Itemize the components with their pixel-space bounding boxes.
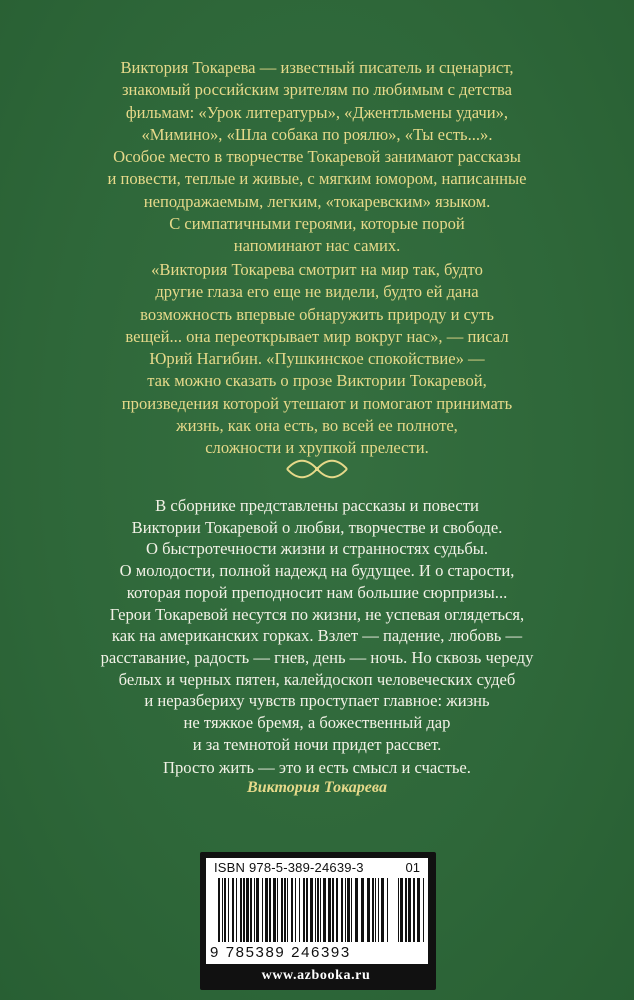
barcode-bar	[277, 878, 278, 942]
text-line: Виктории Токаревой о любви, творчестве и свободе.	[131, 517, 503, 537]
text-line: О молодости, полной надежд на будущее. И о старости,	[119, 561, 515, 581]
barcode-bar	[400, 878, 403, 942]
text-line: произведения которой утешают и помогают принимать	[121, 393, 513, 413]
barcode-bar	[381, 878, 384, 942]
text-line: и повести, теплые и живые, с мягким юмором, написанные	[107, 169, 527, 189]
barcode-bar	[299, 878, 300, 942]
barcode-bar	[423, 878, 424, 942]
text-line: другие глаза его еще не видели, будто ей дана	[155, 282, 479, 302]
barcode-bar	[315, 878, 316, 942]
text-line: не тяжкое бремя, а божественный дар	[183, 713, 451, 733]
barcode-bar	[306, 878, 308, 942]
text-line: Виктория Токарева — известный писатель и сценарист,	[120, 58, 514, 77]
barcode-bar	[378, 878, 379, 942]
barcode-bar	[367, 878, 370, 942]
barcode-bar	[317, 878, 319, 942]
barcode-bar	[328, 878, 331, 942]
barcode-bar	[405, 878, 407, 942]
author-signature: Виктория Токарева	[247, 779, 387, 796]
barcode-bar	[287, 878, 288, 942]
text-line: Особое место в творчестве Токаревой занимают рассказы	[113, 147, 521, 167]
barcode-bar	[224, 878, 226, 942]
barcode-addon-number: 01	[405, 860, 420, 875]
barcode-bar	[347, 878, 350, 942]
text-line: Просто жить — это и есть смысл и счастье.	[163, 758, 471, 777]
barcode-bar	[269, 878, 271, 942]
text-line: С симпатичными героями, которые порой	[169, 214, 465, 234]
text-line: «Мимино», «Шла собака по роялю», «Ты есть...».	[141, 124, 493, 144]
barcode-addon-bars	[398, 878, 424, 942]
barcode-bars	[218, 878, 388, 942]
text-line: фильмам: «Урок литературы», «Джентльмены удачи»,	[125, 102, 509, 122]
barcode-bar	[413, 878, 415, 942]
barcode-bar	[341, 878, 343, 942]
barcode-bar	[398, 878, 399, 942]
text-line: жизнь, как она есть, во всей ее полноте,	[176, 416, 458, 436]
barcode-panel	[200, 852, 436, 990]
barcode-bar	[375, 878, 376, 942]
barcode-bar	[281, 878, 283, 942]
barcode-digits: 9 785389 246393	[210, 944, 351, 961]
text-line: расставание, радость — гнев, день — ночь. Но сквозь череду	[100, 647, 534, 667]
barcode-bar	[408, 878, 411, 942]
text-line: и неразбериху чувств проступает главное: жизнь	[144, 691, 490, 711]
text-line: сложности и хрупкой прелести.	[205, 438, 429, 458]
text-line: знакомый российским зрителям по любимым с детства	[121, 80, 513, 100]
barcode-bar	[250, 878, 252, 942]
barcode-bar	[323, 878, 326, 942]
barcode-bar	[303, 878, 305, 942]
barcode-bar	[295, 878, 296, 942]
barcode-bar	[417, 878, 420, 942]
barcode-bar	[345, 878, 346, 942]
barcode-bar	[320, 878, 321, 942]
closing-line	[40, 757, 594, 779]
barcode-bar	[284, 878, 286, 942]
barcode-bar	[372, 878, 374, 942]
text-line: как на американских горках. Взлет — падение, любовь —	[111, 626, 523, 646]
barcode-bar	[246, 878, 249, 942]
text-line: вещей... она переоткрывает мир вокруг нас», — писал	[125, 326, 509, 346]
barcode-bar	[236, 878, 237, 942]
barcode-bar	[273, 878, 276, 942]
text-line: «Виктория Токарева смотрит на мир так, будто	[151, 260, 483, 279]
text-line: возможность впервые обнаружить природу и суть	[140, 304, 494, 324]
barcode-bar	[243, 878, 245, 942]
ornament-divider-icon	[281, 454, 353, 484]
text-line: В сборнике представлены рассказы и повести	[155, 496, 479, 515]
barcode-bar	[361, 878, 364, 942]
barcode-bar	[351, 878, 352, 942]
barcode-bar	[262, 878, 263, 942]
barcode-bar	[332, 878, 334, 942]
barcode-bar	[291, 878, 293, 942]
isbn-number: ISBN 978-5-389-24639-3	[214, 860, 364, 875]
barcode-bar	[387, 878, 388, 942]
text-line: которая порой преподносит нам большие сюрпризы...	[126, 582, 508, 602]
text-line: Герои Токаревой несутся по жизни, не успевая оглядеться,	[109, 604, 525, 624]
barcode-bar	[222, 878, 223, 942]
text-line: Юрий Нагибин. «Пушкинское спокойствие» —	[149, 349, 485, 369]
text-line: белых и черных пятен, калейдоскоп человеческих судеб	[118, 669, 516, 689]
intro-paragraph	[40, 57, 594, 258]
barcode-bar	[256, 878, 259, 942]
collection-description	[40, 495, 594, 755]
barcode-bar	[240, 878, 242, 942]
website-url: www.azbooka.ru	[261, 968, 371, 983]
text-line: О быстротечности жизни и странностях судьбы.	[145, 539, 489, 559]
barcode-bar	[355, 878, 358, 942]
barcode-bar	[265, 878, 268, 942]
text-line: неподражаемым, легким, «токаревским» языком.	[143, 191, 491, 211]
barcode-bar	[336, 878, 338, 942]
text-line: и за темнотой ночи придет рассвет.	[192, 734, 442, 754]
barcode-bar	[218, 878, 220, 942]
text-line: так можно сказать о прозе Виктории Токаревой,	[147, 371, 487, 391]
text-line: напоминают нас самих.	[233, 236, 401, 256]
barcode-bar	[232, 878, 234, 942]
barcode-bar	[228, 878, 229, 942]
barcode-bar	[254, 878, 255, 942]
quote-paragraph	[40, 259, 594, 460]
barcode-bar	[310, 878, 313, 942]
barcode-label	[206, 858, 428, 964]
